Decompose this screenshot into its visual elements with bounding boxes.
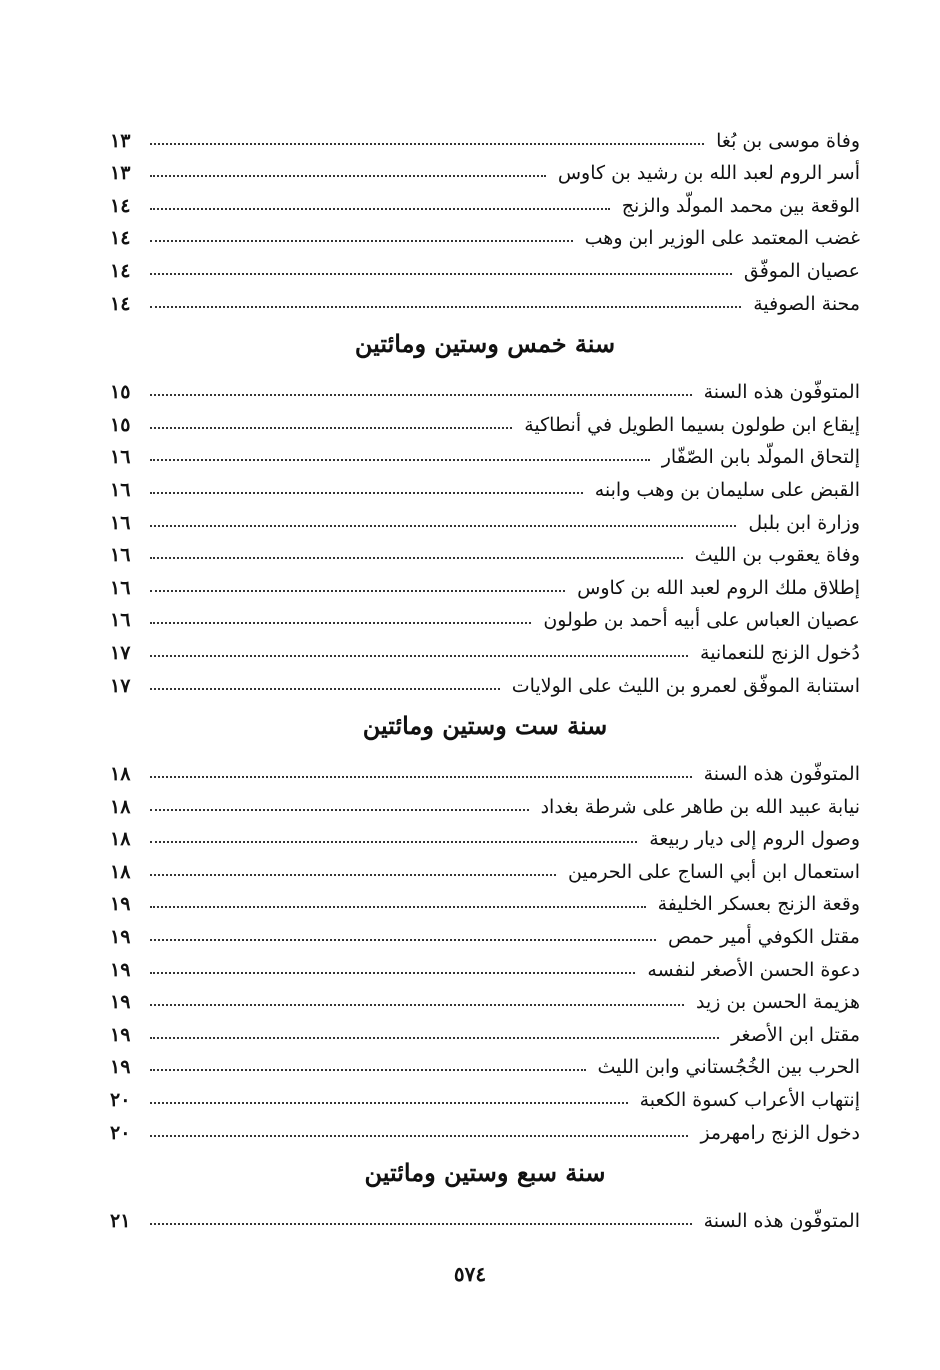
toc-entry <box>110 118 860 151</box>
toc-entry-title: وقعة الزنج بعسكر الخليفة <box>657 893 860 916</box>
toc-entry-title: مقتل ابن الأصغر <box>731 1023 860 1046</box>
toc-entry <box>110 817 860 850</box>
toc-entry-title: إيقاع ابن طولون بسيما الطويل في أنطاكية <box>524 413 860 436</box>
toc-entry <box>110 151 860 184</box>
toc-group-266 <box>110 752 860 1143</box>
toc-leader-dots <box>150 492 583 494</box>
toc-leader-dots <box>150 972 635 974</box>
toc-entry <box>110 598 860 631</box>
toc-entry-page: ١٦ <box>110 478 131 501</box>
toc-entry-title: دُخول الزنج للنعمانية <box>700 641 860 664</box>
toc-leader-dots <box>150 809 529 811</box>
toc-entry-page: ١٦ <box>110 544 131 567</box>
toc-entry-page: ١٧ <box>110 674 131 697</box>
toc-leader-dots <box>150 1004 684 1006</box>
toc-entry <box>110 533 860 566</box>
toc-entry-title: إلتحاق المولّد بابن الصّفّار <box>661 446 860 469</box>
toc-entry-title: وفاة يعقوب بن الليث <box>694 544 860 567</box>
toc-entry <box>110 565 860 598</box>
toc-leader-dots <box>150 776 692 778</box>
toc-entry-title: وزارة ابن بلبل <box>748 511 860 534</box>
toc-entry-page: ١٦ <box>110 511 131 534</box>
toc-entry-page: ١٥ <box>110 381 131 404</box>
toc-entry <box>110 663 860 696</box>
toc-entry-title: غضب المعتمد على الوزير ابن وهب <box>584 227 860 250</box>
toc-entry-title: دخول الزنج رامهرمز <box>700 1121 860 1144</box>
page-number: ٥٧٤ <box>453 1262 487 1286</box>
toc-entry <box>110 183 860 216</box>
toc-entry-title: مقتل الكوفي أمير حمص <box>667 926 860 949</box>
toc-group-265 <box>110 370 860 696</box>
toc-entry-title: المتوفّون هذه السنة <box>703 1210 860 1233</box>
toc-entry <box>110 752 860 785</box>
toc-entry-title: الوقعة بين محمد المولّد والزنج <box>621 194 860 217</box>
toc-entry-title: عصيان الموفّق <box>743 259 860 282</box>
toc-leader-dots <box>150 306 741 308</box>
toc-leader-dots <box>150 688 500 690</box>
toc-leader-dots <box>150 874 556 876</box>
toc-leader-dots <box>150 459 650 461</box>
toc-leader-dots <box>150 240 573 242</box>
section-heading-265: سنة خمس وستين ومائتين <box>354 328 616 358</box>
toc-entry <box>110 947 860 980</box>
toc-group-267 <box>110 1199 860 1232</box>
toc-entry-page: ٢٠ <box>110 1089 131 1112</box>
toc-leader-dots <box>150 427 512 429</box>
toc-entry-page: ١٣ <box>110 129 131 152</box>
toc-leader-dots <box>150 655 688 657</box>
toc-entry-page: ١٧ <box>110 641 131 664</box>
toc-entry-page: ١٦ <box>110 609 131 632</box>
toc-entry-page: ٢١ <box>110 1210 131 1233</box>
section-heading-266: سنة ست وستين ومائتين <box>362 710 608 740</box>
toc-leader-dots <box>150 590 565 592</box>
toc-entry-page: ١٩ <box>110 1056 131 1079</box>
toc-entry-page: ١٩ <box>110 893 131 916</box>
toc-entry-page: ١٩ <box>110 926 131 949</box>
toc-entry-page: ٢٠ <box>110 1121 131 1144</box>
toc-entry-title: إنتهاب الأعراب كسوة الكعبة <box>639 1089 860 1112</box>
toc-entry-title: أسر الروم لعبد الله بن رشيد بن كاوس <box>557 162 860 185</box>
toc-entry-title: المتوفّون هذه السنة <box>703 381 860 404</box>
toc-entry <box>110 370 860 403</box>
toc-entry-page: ١٨ <box>110 795 131 818</box>
toc-entry-title: استنابة الموفّق لعمرو بن الليث على الولايات <box>511 674 860 697</box>
toc-leader-dots <box>150 143 704 145</box>
toc-entry-title: إطلاق ملك الروم لعبد الله بن كاوس <box>577 576 860 599</box>
toc-entry <box>110 467 860 500</box>
toc-entry <box>110 914 860 947</box>
toc-entry <box>110 882 860 915</box>
toc-entry-title: استعمال ابن أبي الساج على الحرمين <box>567 860 860 883</box>
toc-leader-dots <box>150 622 531 624</box>
toc-entry-title: نيابة عبيد الله بن طاهر على شرطة بغداد <box>540 795 860 818</box>
toc-entry <box>110 281 860 314</box>
toc-entry <box>110 500 860 533</box>
toc-entry-page: ١٩ <box>110 958 131 981</box>
toc-entry-page: ١٥ <box>110 413 131 436</box>
toc-entry-title: عصيان العباس على أبيه أحمد بن طولون <box>543 609 860 632</box>
toc-entry <box>110 1199 860 1232</box>
toc-entry-page: ١٨ <box>110 763 131 786</box>
toc-entry <box>110 1012 860 1045</box>
toc-entry-title: الحرب بين الخُجُستاني وابن الليث <box>597 1056 860 1079</box>
toc-entry-page: ١٩ <box>110 991 131 1014</box>
toc-leader-dots <box>150 841 637 843</box>
toc-leader-dots <box>150 175 546 177</box>
toc-entry-title: محنة الصوفية <box>753 292 860 315</box>
toc-entry <box>110 1110 860 1143</box>
toc-entry-page: ١٨ <box>110 860 131 883</box>
toc-entry-title: هزيمة الحسن بن زيد <box>695 991 860 1014</box>
toc-entry-page: ١٤ <box>110 259 131 282</box>
toc-leader-dots <box>150 1223 692 1225</box>
toc-entry <box>110 435 860 468</box>
toc-leader-dots <box>150 1102 628 1104</box>
toc-entry <box>110 1077 860 1110</box>
toc-entry-title: القبض على سليمان بن وهب وابنه <box>594 478 860 501</box>
toc-leader-dots <box>150 525 736 527</box>
toc-leader-dots <box>150 208 610 210</box>
table-of-contents <box>110 118 860 1231</box>
toc-leader-dots <box>150 939 656 941</box>
toc-entry-title: المتوفّون هذه السنة <box>703 763 860 786</box>
toc-entry-page: ١٣ <box>110 162 131 185</box>
toc-entry <box>110 980 860 1013</box>
toc-entry-title: وصول الروم إلى ديار ربيعة <box>649 828 860 851</box>
toc-entry-title: وفاة موسى بن بُغا <box>716 129 860 152</box>
toc-entry-page: ١٦ <box>110 576 131 599</box>
toc-group-top <box>110 118 860 314</box>
toc-entry-title: دعوة الحسن الأصغر لنفسه <box>647 958 860 981</box>
toc-entry-page: ١٤ <box>110 292 131 315</box>
toc-leader-dots <box>150 394 692 396</box>
toc-entry <box>110 630 860 663</box>
toc-leader-dots <box>150 1037 719 1039</box>
toc-leader-dots <box>150 273 732 275</box>
toc-entry-page: ١٩ <box>110 1023 131 1046</box>
toc-entry <box>110 402 860 435</box>
toc-leader-dots <box>150 557 683 559</box>
toc-leader-dots <box>150 1135 688 1137</box>
toc-leader-dots <box>150 1069 586 1071</box>
toc-entry <box>110 1045 860 1078</box>
toc-entry <box>110 849 860 882</box>
toc-entry-page: ١٨ <box>110 828 131 851</box>
toc-entry-page: ١٤ <box>110 227 131 250</box>
toc-leader-dots <box>150 906 646 908</box>
toc-entry <box>110 216 860 249</box>
toc-entry-page: ١٦ <box>110 446 131 469</box>
toc-entry-page: ١٤ <box>110 194 131 217</box>
toc-entry <box>110 248 860 281</box>
toc-entry <box>110 784 860 817</box>
section-heading-267: سنة سبع وستين ومائتين <box>364 1157 606 1187</box>
